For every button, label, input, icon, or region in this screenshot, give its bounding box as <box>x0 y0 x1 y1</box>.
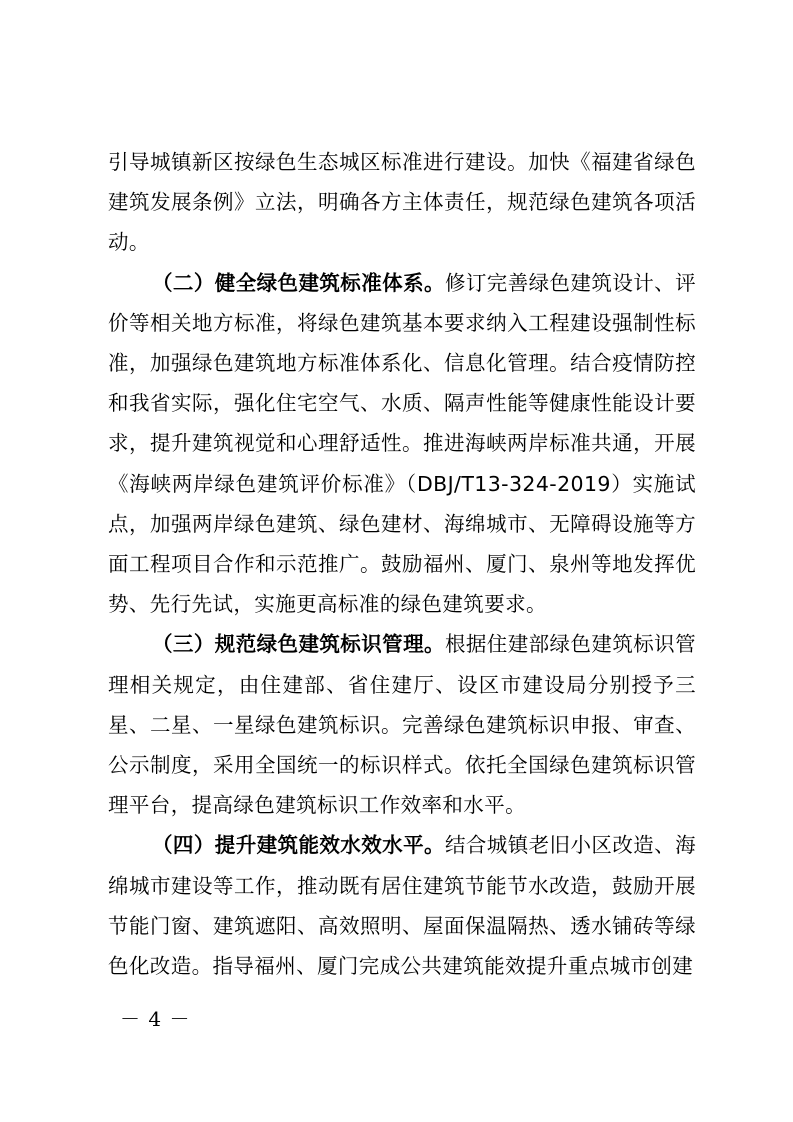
paragraph-section-3 <box>108 624 696 825</box>
body-text <box>108 142 696 986</box>
paragraph-section-4 <box>108 825 696 986</box>
section-2-text: 修订完善绿色建筑设计、评价等相关地方标准，将绿色建筑基本要求纳入工程建设强制性标准，加强绿色建筑地方标准体系化、信息化管理。结合疫情防控和我省实际，强化住宅空气、水质、隔声性能等健康性能设计要求，提升建筑视觉和心理舒适性。推进海峡两岸标准共通，开展《海峡两岸绿色建筑评价标准》（DBJ/T13-324-2019）实施试点，加强两岸绿色建筑、绿色建材、海绵城市、无障碍设施等方面工程项目合作和示范推广。鼓励福州、厦门、泉州等地发挥优势、先行先试，实施更高标准的绿色建筑要求。 <box>108 270 696 617</box>
paragraph-intro-text: 引导城镇新区按绿色生态城区标准进行建设。加快《福建省绿色建筑发展条例》立法，明确各方主体责任，规范绿色建筑各项活动。 <box>108 150 696 255</box>
paragraph-intro <box>108 142 696 263</box>
section-4-text: 结合城镇老旧小区改造、海绵城市建设等工作，推动既有居住建筑节能节水改造，鼓励开展节能门窗、建筑遮阳、高效照明、屋面保温隔热、透水铺砖等绿色化改造。指导福州、厦门完成公共建筑能效提升重点城市创建 <box>108 833 696 979</box>
page-number: － 4 － <box>120 1007 191 1031</box>
section-3-text: 根据住建部绿色建筑标识管理相关规定，由住建部、省住建厅、设区市建设局分别授予三星、二星、一星绿色建筑标识。完善绿色建筑标识申报、审查、公示制度，采用全国统一的标识样式。依托全国绿色建筑标识管理平台，提高绿色建筑标识工作效率和水平。 <box>108 632 696 818</box>
paragraph-section-2 <box>108 263 696 625</box>
section-4-heading: （四）提升建筑能效水效水平。 <box>152 833 445 858</box>
section-2-heading: （二）健全绿色建筑标准体系。 <box>152 270 445 295</box>
section-3-heading: （三）规范绿色建筑标识管理。 <box>152 632 445 657</box>
